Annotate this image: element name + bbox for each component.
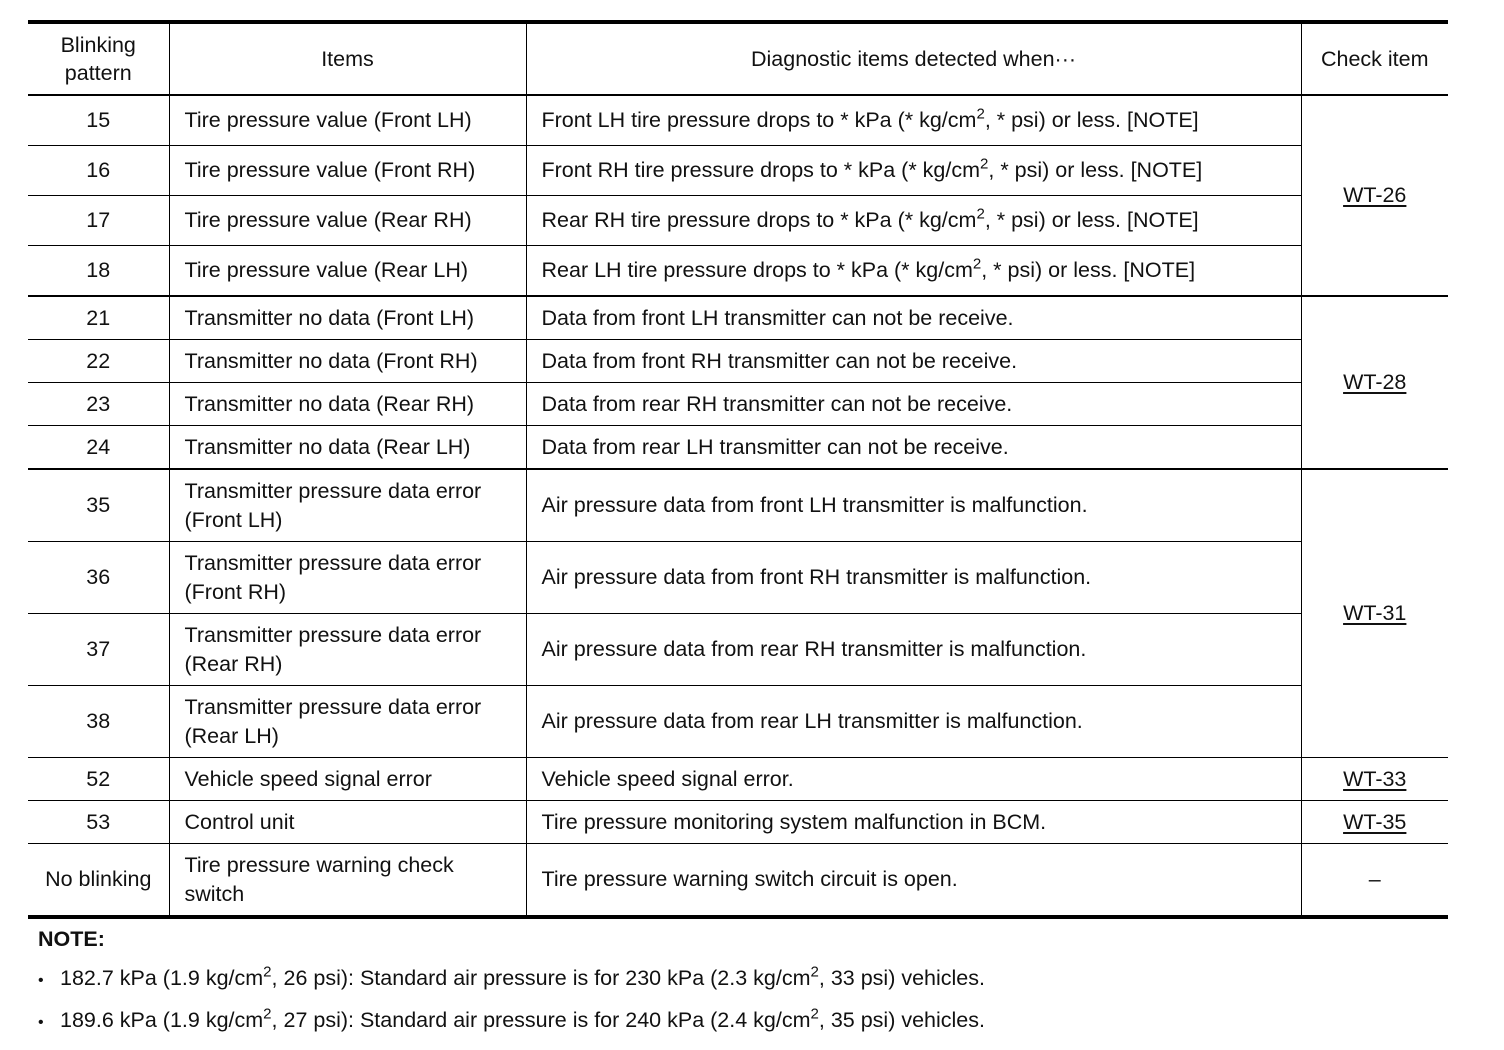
item-cell: Tire pressure value (Front LH) <box>169 95 526 146</box>
description-cell: Rear LH tire pressure drops to * kPa (* $kg/cm^2$, * psi) or less. [NOTE] <box>526 246 1301 297</box>
description-cell: Data from front RH transmitter can not be receive. <box>526 340 1301 383</box>
description-cell: Front LH tire pressure drops to * kPa (* $kg/cm^2$, * psi) or less. [NOTE] <box>526 95 1301 146</box>
note-text: 182.7 kPa (1.9 $kg/cm^2$, 26 psi): Standard air pressure is for 230 kPa (2.3 $kg/cm^2$, 33 psi) vehicles. <box>60 963 985 990</box>
item-cell: Transmitter no data (Rear LH) <box>169 426 526 470</box>
item-cell: Transmitter pressure data error (Rear LH) <box>169 686 526 758</box>
description-cell: Air pressure data from rear RH transmitter is malfunction. <box>526 614 1301 686</box>
table-row <box>28 614 1448 686</box>
item-cell: Tire pressure value (Rear LH) <box>169 246 526 297</box>
bullet-icon: • <box>38 1014 44 1031</box>
code-cell: 52 <box>28 758 169 801</box>
code-cell: 23 <box>28 383 169 426</box>
item-cell: Tire pressure value (Rear RH) <box>169 196 526 246</box>
item-cell: Vehicle speed signal error <box>169 758 526 801</box>
code-cell: 16 <box>28 146 169 196</box>
check-item-cell <box>1301 801 1448 844</box>
check-item-cell <box>1301 95 1448 296</box>
item-cell: Transmitter pressure data error (Front LH) <box>169 469 526 542</box>
table-row <box>28 383 1448 426</box>
code-cell: 21 <box>28 296 169 340</box>
description-cell: Air pressure data from front RH transmitter is malfunction. <box>526 542 1301 614</box>
code-cell: 53 <box>28 801 169 844</box>
header-diagnostic: Diagnostic items detected when··· <box>526 22 1301 95</box>
code-cell: 24 <box>28 426 169 470</box>
item-cell: Control unit <box>169 801 526 844</box>
description-cell: Vehicle speed signal error. <box>526 758 1301 801</box>
table-header-row <box>28 22 1448 95</box>
check-link-wt-31[interactable]: WT-31 <box>1343 601 1407 626</box>
code-cell: 37 <box>28 614 169 686</box>
check-item-cell <box>1301 469 1448 758</box>
description-cell: Air pressure data from front LH transmitter is malfunction. <box>526 469 1301 542</box>
description-cell: Front RH tire pressure drops to * kPa (* $kg/cm^2$, * psi) or less. [NOTE] <box>526 146 1301 196</box>
item-cell: Tire pressure warning check switch <box>169 844 526 918</box>
diagnostic-table <box>28 20 1448 919</box>
table-row <box>28 758 1448 801</box>
table-row <box>28 844 1448 918</box>
note-title: NOTE: <box>38 927 105 951</box>
header-blinking-pattern: Blinking pattern <box>28 22 169 95</box>
check-link-wt-35[interactable]: WT-35 <box>1343 809 1407 834</box>
description-cell: Data from rear RH transmitter can not be receive. <box>526 383 1301 426</box>
code-cell: 17 <box>28 196 169 246</box>
item-cell: Transmitter pressure data error (Front RH) <box>169 542 526 614</box>
check-item-cell <box>1301 758 1448 801</box>
table-row <box>28 469 1448 542</box>
header-items: Items <box>169 22 526 95</box>
check-item-cell <box>1301 296 1448 469</box>
description-cell: Air pressure data from rear LH transmitter is malfunction. <box>526 686 1301 758</box>
item-cell: Transmitter no data (Front LH) <box>169 296 526 340</box>
table-row <box>28 801 1448 844</box>
description-cell: Data from rear LH transmitter can not be receive. <box>526 426 1301 470</box>
document <box>28 20 1448 1050</box>
check-item-cell: – <box>1301 844 1448 918</box>
code-cell: 22 <box>28 340 169 383</box>
table-row <box>28 196 1448 246</box>
check-link-wt-26[interactable]: WT-26 <box>1343 183 1407 208</box>
table-row <box>28 146 1448 196</box>
table-row <box>28 426 1448 470</box>
description-cell: Tire pressure warning switch circuit is open. <box>526 844 1301 918</box>
note-line <box>38 1005 1448 1033</box>
note-text: 189.6 kPa (1.9 $kg/cm^2$, 27 psi): Standard air pressure is for 240 kPa (2.4 $kg/cm^2$, 35 psi) vehicles. <box>60 1005 985 1032</box>
check-link-wt-28[interactable]: WT-28 <box>1343 370 1407 395</box>
item-cell: Transmitter no data (Front RH) <box>169 340 526 383</box>
table-row <box>28 686 1448 758</box>
table-row <box>28 95 1448 146</box>
notes-section <box>28 927 1448 1033</box>
header-check-item: Check item <box>1301 22 1448 95</box>
description-cell: Tire pressure monitoring system malfunction in BCM. <box>526 801 1301 844</box>
item-cell: Transmitter no data (Rear RH) <box>169 383 526 426</box>
bullet-icon: • <box>38 972 44 989</box>
code-cell: 15 <box>28 95 169 146</box>
code-cell: 18 <box>28 246 169 297</box>
table-row <box>28 296 1448 340</box>
note-line <box>38 963 1448 991</box>
item-cell: Tire pressure value (Front RH) <box>169 146 526 196</box>
check-link-wt-33[interactable]: WT-33 <box>1343 766 1407 791</box>
table-row <box>28 542 1448 614</box>
item-cell: Transmitter pressure data error (Rear RH) <box>169 614 526 686</box>
code-cell: No blinking <box>28 844 169 918</box>
table-row <box>28 340 1448 383</box>
code-cell: 36 <box>28 542 169 614</box>
code-cell: 38 <box>28 686 169 758</box>
description-cell: Data from front LH transmitter can not be receive. <box>526 296 1301 340</box>
description-cell: Rear RH tire pressure drops to * kPa (* $kg/cm^2$, * psi) or less. [NOTE] <box>526 196 1301 246</box>
table-row <box>28 246 1448 297</box>
code-cell: 35 <box>28 469 169 542</box>
